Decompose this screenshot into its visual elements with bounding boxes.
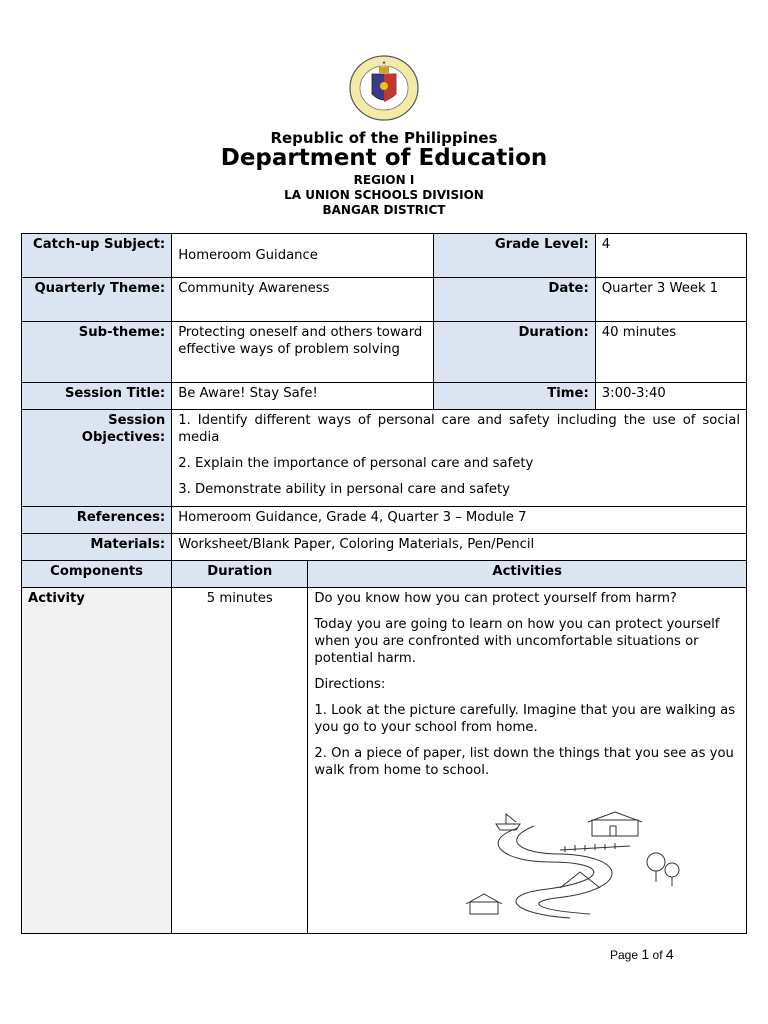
page-total: 4 <box>665 946 674 962</box>
session-title-label: Session Title: <box>22 383 172 410</box>
materials-row <box>22 534 747 561</box>
subject-label: Catch-up Subject: <box>22 234 172 278</box>
subtheme-value: Protecting oneself and others toward effective ways of problem solving <box>172 322 433 383</box>
date-label: Date: <box>433 278 595 322</box>
region-line: REGION I <box>353 173 415 187</box>
svg-text:★: ★ <box>381 61 387 66</box>
activity-paragraph: Directions: <box>314 677 386 692</box>
subtheme-label: Sub-theme: <box>22 322 172 383</box>
date-value: Quarter 3 Week 1 <box>595 278 746 322</box>
republic-title: Republic of the Philippines <box>270 129 498 147</box>
objective-item: 1. Identify different ways of personal care and safety including the use of social media <box>178 413 740 445</box>
duration-label: Duration: <box>433 322 595 383</box>
objectives-label: Session Objectives: <box>22 410 172 507</box>
district-line: BANGAR DISTRICT <box>322 203 446 217</box>
objective-item: 3. Demonstrate ability in personal care and safety <box>178 482 510 497</box>
time-label: Time: <box>433 383 595 410</box>
component-duration: 5 minutes <box>172 588 308 934</box>
session-title-value: Be Aware! Stay Safe! <box>172 383 433 410</box>
materials-label: Materials: <box>22 534 172 561</box>
activity-paragraph: 2. On a piece of paper, list down the things that you see as you walk from home to school. <box>314 746 734 778</box>
references-label: References: <box>22 507 172 534</box>
subtheme-row <box>22 322 747 383</box>
activities-header: Activities <box>308 561 747 588</box>
subject-value: Homeroom Guidance <box>172 234 433 278</box>
page-word: Page <box>610 948 639 962</box>
road-illustration <box>460 810 700 922</box>
grade-value: 4 <box>595 234 746 278</box>
theme-value: Community Awareness <box>172 278 433 322</box>
component-name: Activity <box>22 588 172 934</box>
theme-label: Quarterly Theme: <box>22 278 172 322</box>
page-number: 1 <box>641 946 650 962</box>
session-title-row <box>22 383 747 410</box>
components-header-row <box>22 561 747 588</box>
duration-value: 40 minutes <box>595 322 746 383</box>
of-word: of <box>652 948 663 962</box>
division-line: LA UNION SCHOOLS DIVISION <box>284 188 484 202</box>
time-value: 3:00-3:40 <box>595 383 746 410</box>
grade-label: Grade Level: <box>433 234 595 278</box>
materials-value: Worksheet/Blank Paper, Coloring Materials, Pen/Pencil <box>172 534 747 561</box>
references-value: Homeroom Guidance, Grade 4, Quarter 3 – Module 7 <box>172 507 747 534</box>
duration-header: Duration <box>172 561 308 588</box>
activity-paragraph: Today you are going to learn on how you can protect yourself when you are confronted with uncomfortable situations or potential harm. <box>314 617 720 666</box>
deped-seal-logo <box>348 54 420 122</box>
references-row <box>22 507 747 534</box>
activity-paragraph: 1. Look at the picture carefully. Imagine that you are walking as you go to your school from home. <box>314 703 736 735</box>
activity-paragraph: Do you know how you can protect yourself from harm? <box>314 591 677 606</box>
theme-row <box>22 278 747 322</box>
objective-item: 2. Explain the importance of personal care and safety <box>178 456 534 471</box>
objectives-row <box>22 410 747 507</box>
components-header: Components <box>22 561 172 588</box>
page-footer <box>610 946 674 962</box>
objectives-list <box>172 410 747 507</box>
subject-row <box>22 234 747 278</box>
department-title: Department of Education <box>220 145 548 171</box>
